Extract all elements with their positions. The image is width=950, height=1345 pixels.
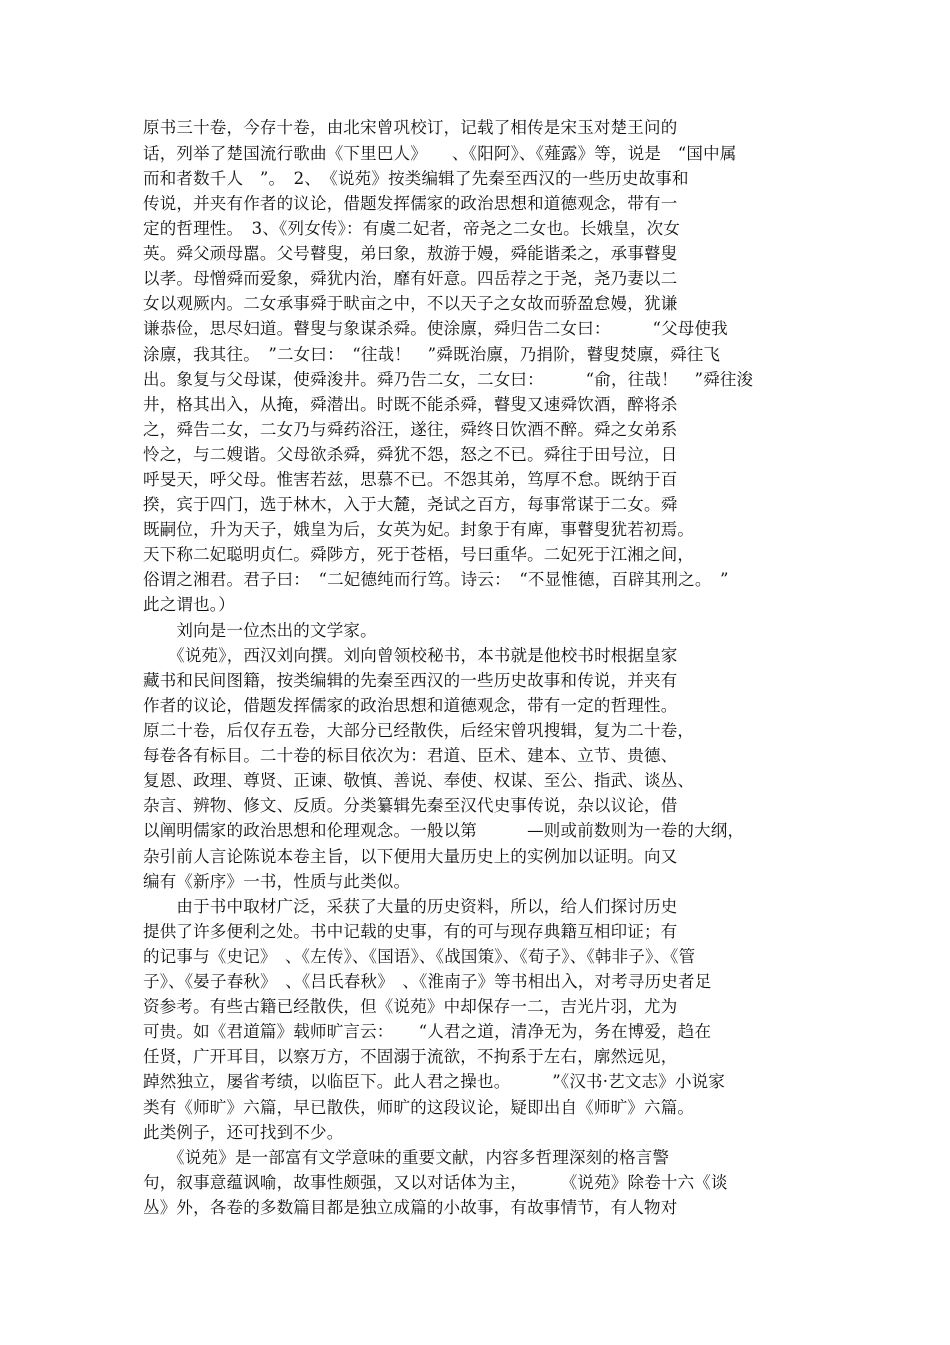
text-line: 涂廪，我其往。 ”二女曰： “往哉！ ”舜既治廪，乃捐阶，瞽叟焚廪，舜往飞 xyxy=(143,345,721,364)
text-line: 每卷各有标目。二十卷的标目依次为：君道、臣术、建本、立节、贵德、 xyxy=(143,746,678,765)
text-line: 由于书中取材广泛，采获了大量的历史资料，所以，给人们探讨历史 xyxy=(143,897,678,916)
text-line: 俗谓之湘君。君子曰： “二妃德纯而行笃。诗云： “不显惟德，百辟其刑之。 ” xyxy=(143,570,729,589)
text-line: 资参考。有些古籍已经散佚，但《说苑》中却保存一二，吉光片羽，尤为 xyxy=(143,997,678,1016)
text-line: 怜之，与二嫂谐。父母欲杀舜，舜犹不怨，怒之不已。舜往于田号泣，日 xyxy=(143,445,678,464)
text-line: 任贤，广开耳目，以察万方，不固溺于流欲，不拘系于左右，廓然远见， xyxy=(143,1047,678,1066)
text-line: 的记事与《史记》 、《左传》、《国语》、《战国策》、《荀子》、《韩非子》、《管 xyxy=(143,947,696,966)
text-line: 丛》外，各卷的多数篇目都是独立成篇的小故事，有故事情节，有人物对 xyxy=(143,1198,678,1217)
text-line: 刘向是一位杰出的文学家。 xyxy=(143,621,377,640)
text-line: 揆，宾于四门，选于林木，入于大麓，尧试之百方，每事常谋于二女。舜 xyxy=(143,495,678,514)
text-line: 谦恭俭，思尽妇道。瞽叟与象谋杀舜。使涂廪，舜归告二女曰： “父母使我 xyxy=(143,319,728,338)
text-line: 作者的议论，借题发挥儒家的政治思想和道德观念，带有一定的哲理性。 xyxy=(143,696,678,715)
text-line: 女以观厥内。二女承事舜于畎亩之中，不以天子之女故而骄盈怠嫚，犹谦 xyxy=(143,294,678,313)
text-line: 复恩、政理、尊贤、正谏、敬慎、善说、奉使、权谋、至公、指武、谈丛、 xyxy=(143,771,695,790)
text-line: 既嗣位，升为天子，娥皇为后，女英为妃。封象于有庳，事瞽叟犹若初焉。 xyxy=(143,520,695,539)
text-line: 原二十卷，后仅存五卷，大部分已经散佚，后经宋曾巩搜辑，复为二十卷， xyxy=(143,721,695,740)
text-line: 井，格其出入，从掩，舜潜出。时既不能杀舜，瞽叟又速舜饮酒，醉将杀 xyxy=(143,395,678,414)
text-line: 此之谓也。） xyxy=(143,595,235,614)
text-line: 出。象复与父母谋，使舜浚井。舜乃告二女，二女曰： “俞，往哉！ ”舜往浚 xyxy=(143,370,754,389)
text-line: 可贵。如《君道篇》载师旷言云： “人君之道，清净无为，务在博爱，趋在 xyxy=(143,1022,712,1041)
text-line: 杂引前人言论陈说本卷主旨，以下便用大量历史上的实例加以证明。向又 xyxy=(143,847,678,866)
text-line: 类有《师旷》六篇，早已散佚，师旷的这段议论，疑即出自《师旷》六篇。 xyxy=(143,1098,695,1117)
text-line: 之，舜告二女，二女乃与舜药浴汪，遂往，舜终日饮酒不醉。舜之女弟系 xyxy=(143,420,678,439)
text-line: 原书三十卷，今存十卷，由北宋曾巩校订，记载了相传是宋玉对楚王问的 xyxy=(143,118,678,137)
text-line: 此类例子，还可找到不少。 xyxy=(143,1123,344,1142)
text-line: 杂言、辨物、修文、反质。分类纂辑先秦至汉代史事传说，杂以议论，借 xyxy=(143,796,678,815)
text-line: 英。舜父顽母嚚。父号瞽叟，弟曰象，敖游于嫚，舜能谐柔之，承事瞽叟 xyxy=(143,244,678,263)
text-line: 《说苑》是一部富有文学意味的重要文献，内容多哲理深刻的格言警 xyxy=(143,1148,670,1167)
text-line: 话，列举了楚国流行歌曲《下里巴人》 、《阳阿》、《薤露》等，说是 “国中属 xyxy=(143,144,737,163)
text-line: 呼旻天，呼父母。惟害若兹，思慕不已。不怨其弟，笃厚不怠。既纳于百 xyxy=(143,470,678,489)
text-line: 编有《新序》一书，性质与此类似。 xyxy=(143,872,411,891)
text-line: 《说苑》，西汉刘向撰。刘向曾领校秘书，本书就是他校书时根据皇家 xyxy=(143,646,678,665)
text-line: 藏书和民间图籍，按类编辑的先秦至西汉的一些历史故事和传说，并夹有 xyxy=(143,671,678,690)
text-line: 而和者数千人 ”。 2、 《说苑》按类编辑了先秦至西汉的一些历史故事和 xyxy=(143,169,689,188)
text-line: 句，叙事意蕴讽喻，故事性颇强，又以对话体为主， 《说苑》除卷十六《谈 xyxy=(143,1173,728,1192)
text-line: 以孝。母憎舜而爱象，舜犹内治，靡有奸意。四岳荐之于尧，尧乃妻以二 xyxy=(143,269,678,288)
text-line: 以阐明儒家的政治思想和伦理观念。一般以第 —则或前数则为一卷的大纲， xyxy=(143,821,745,840)
text-line: 提供了许多便利之处。书中记载的史事，有的可与现存典籍互相印证；有 xyxy=(143,922,678,941)
text-line: 传说，并夹有作者的议论，借题发挥儒家的政治思想和道德观念，带有一 xyxy=(143,194,678,213)
text-line: 踔然独立，屡省考绩，以临臣下。此人君之操也。 ”《汉书·艺文志》小说家 xyxy=(143,1072,726,1091)
text-line: 定的哲理性。 3、《列女传》：有虞二妃者，帝尧之二女也。长娥皇，次女 xyxy=(143,219,681,238)
text-line: 天下称二妃聪明贞仁。舜陟方，死于苍梧，号曰重华。二妃死于江湘之间， xyxy=(143,545,695,564)
text-line: 子》、《晏子春秋》 、《吕氏春秋》 、《淮南子》等书相出入，对考寻历史者足 xyxy=(143,972,712,991)
